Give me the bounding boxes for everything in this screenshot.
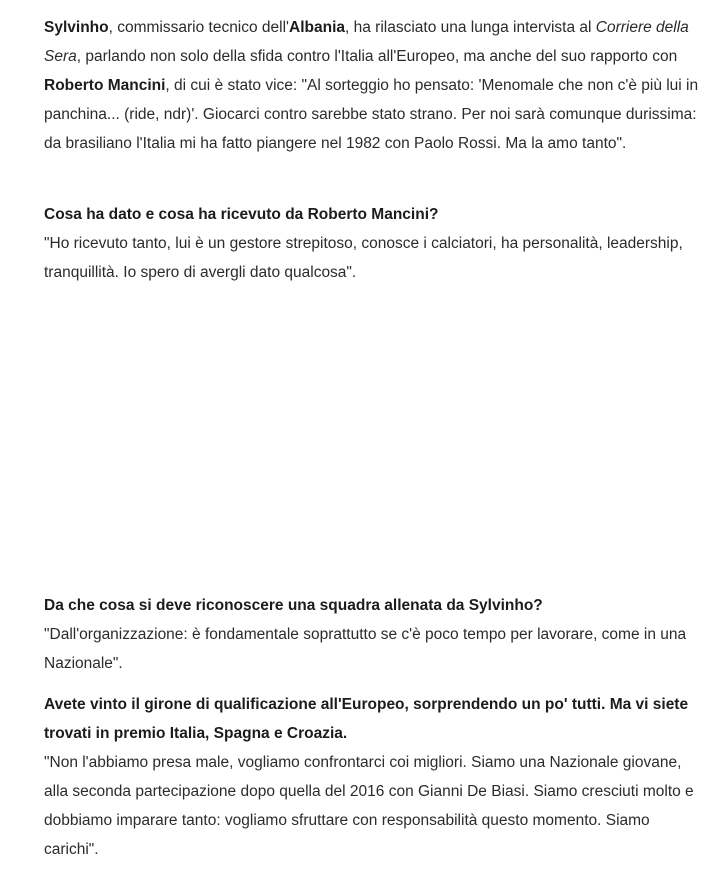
intro-text-3: , parlando non solo della sfida contro l'Italia all'Europeo, ma anche del suo rapporto con	[76, 48, 678, 65]
name-sylvinho: Sylvinho	[44, 19, 109, 36]
ad-placeholder	[44, 300, 708, 580]
newspaper-name: Corriere della Sera	[44, 19, 689, 65]
qa-block-2	[44, 591, 708, 678]
intro-text-4: , di cui è stato vice: "Al sorteggio ho pensato: 'Menomale che non c'è più lui in panchina... (ride, ndr)'. Giocarci contro sarebbe stato strano. Per noi sarà comunque durissima: da brasiliano l'Italia mi ha fatto piangere nel 1982 con Paolo Rossi. Ma la amo tanto".	[44, 77, 699, 152]
answer-2: "Dall'organizzazione: è fondamentale soprattutto se c'è poco tempo per lavorare, come in una Nazionale".	[44, 626, 687, 672]
name-albania: Albania	[289, 19, 346, 36]
question-2: Da che cosa si deve riconoscere una squadra allenata da Sylvinho?	[44, 597, 543, 614]
answer-1: "Ho ricevuto tanto, lui è un gestore strepitoso, conosce i calciatori, ha personalità, leadership, tranquillità. Io spero di avergli dato qualcosa".	[44, 235, 683, 281]
question-1: Cosa ha dato e cosa ha ricevuto da Roberto Mancini?	[44, 206, 439, 223]
intro-paragraph	[44, 13, 708, 158]
question-3: Avete vinto il girone di qualificazione all'Europeo, sorprendendo un po' tutti. Ma vi siete trovati in premio Italia, Spagna e Croazia.	[44, 696, 689, 742]
qa-block-1	[44, 200, 708, 287]
answer-3: "Non l'abbiamo presa male, vogliamo confrontarci coi migliori. Siamo una Nazionale giovane, alla seconda partecipazione dopo quella del 2016 con Gianni De Biasi. Siamo cresciuti molto e dobbiamo imparare tanto: vogliamo sfruttare con responsabilità questo momento. Siamo carichi".	[44, 754, 694, 858]
intro-text-1: , commissario tecnico dell'	[108, 19, 290, 36]
intro-text-2: , ha rilasciato una lunga intervista al	[345, 19, 596, 36]
qa-block-3	[44, 690, 708, 864]
name-mancini: Roberto Mancini	[44, 77, 166, 94]
